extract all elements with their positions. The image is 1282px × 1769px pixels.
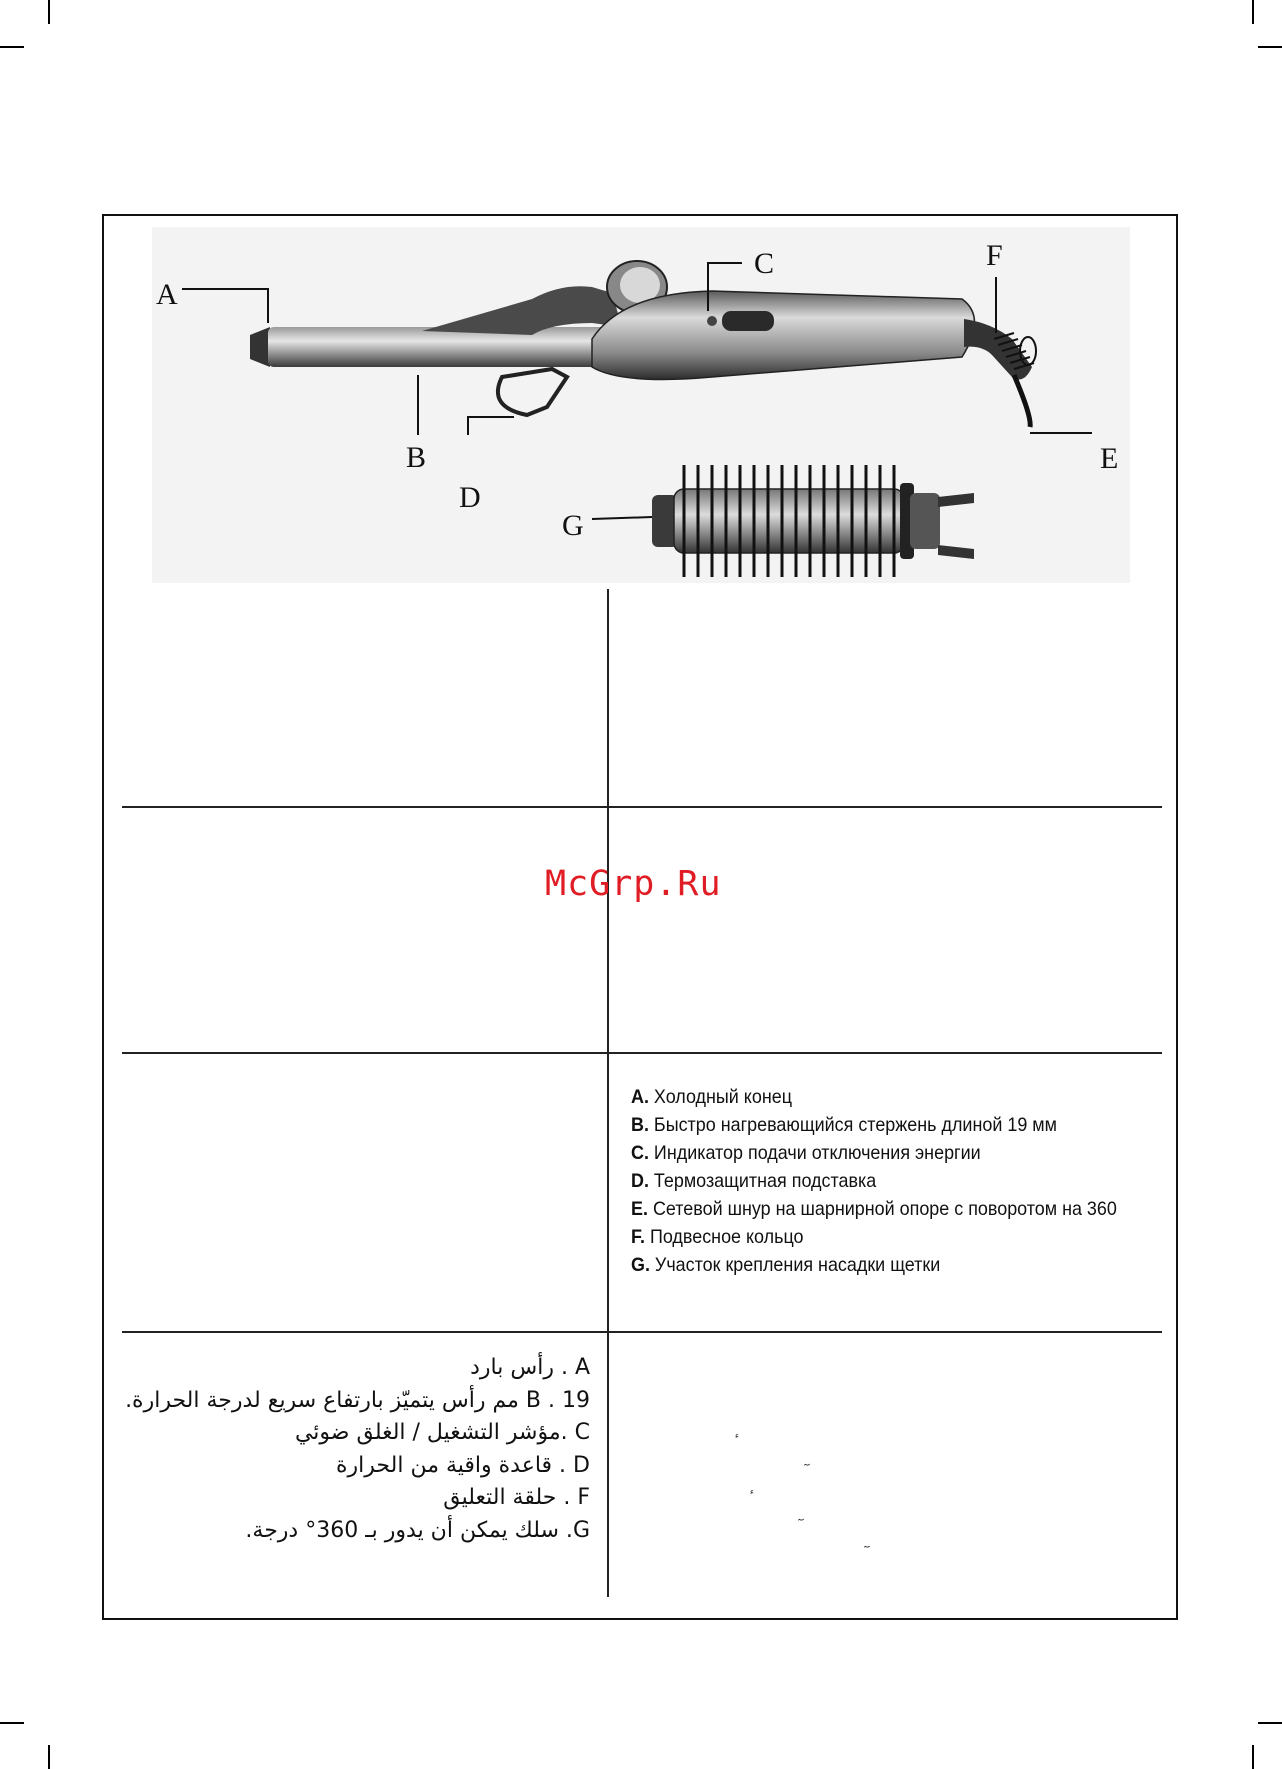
crop-mark [0,1722,24,1724]
list-item: B . 19 مم رأس يتميّز بارتفاع سريع لدرجة الحرارة. [125,1387,590,1413]
list-item: B. Быстро нагревающийся стержень длиной 19 мм [631,1114,1057,1136]
list-item: A . رأس بارد [470,1355,590,1380]
callout-label-g: G [562,509,584,542]
row-divider [122,1052,1162,1054]
list-item: G. Участок крепления насадки щетки [631,1254,941,1276]
list-item: D. Термозащитная подставка [631,1170,877,1192]
hanging-ring [1020,337,1036,365]
list-item: C .مؤشر التشغيل / الغلق ضوئي [294,1420,590,1445]
list-item: E. Сетевой шнур на шарнирной опоре с поворотом на 360 [631,1198,1117,1220]
crop-mark [1258,46,1282,48]
cord [1014,375,1030,427]
barrel [268,327,608,367]
list-item: C. Индикатор подачи отключения энергии [631,1142,981,1164]
callout-label-b: B [406,441,427,474]
column-divider [607,589,609,1597]
cool-tip [250,327,270,367]
callout-label-c: C [754,247,775,280]
row-divider [122,1331,1162,1333]
callout-label-a: A [156,278,178,311]
watermark: McGrp.Ru [545,864,722,904]
callout-label-f: F [986,239,1003,272]
callout-label-d: D [459,481,481,514]
arabic-parts-list [118,1352,590,1547]
callout-label-e: E [1100,442,1119,475]
crop-mark [1252,0,1254,24]
list-item: F. Подвесное кольцо [631,1226,804,1248]
list-item: D . قاعدة واقية من الحرارة [336,1452,590,1478]
indicator-light [707,316,717,326]
crop-mark [0,46,24,48]
crop-mark [1258,1722,1282,1724]
product-illustration [152,227,1130,583]
crop-mark [48,1745,50,1769]
crop-mark [48,0,50,24]
curling-iron-drawing [152,227,1130,583]
russian-parts-list [631,1083,1117,1279]
brush-attachment [652,465,974,577]
list-item: A. Холодный конец [631,1086,792,1108]
list-item: G. سلك يمكن أن يدور بـ 360° درجة. [245,1517,590,1543]
row-divider [122,806,1162,808]
crop-mark [1252,1745,1254,1769]
stand [498,369,567,415]
handle [592,291,975,379]
list-item: F . حلقة التعليق [443,1485,590,1510]
switch [722,311,774,331]
